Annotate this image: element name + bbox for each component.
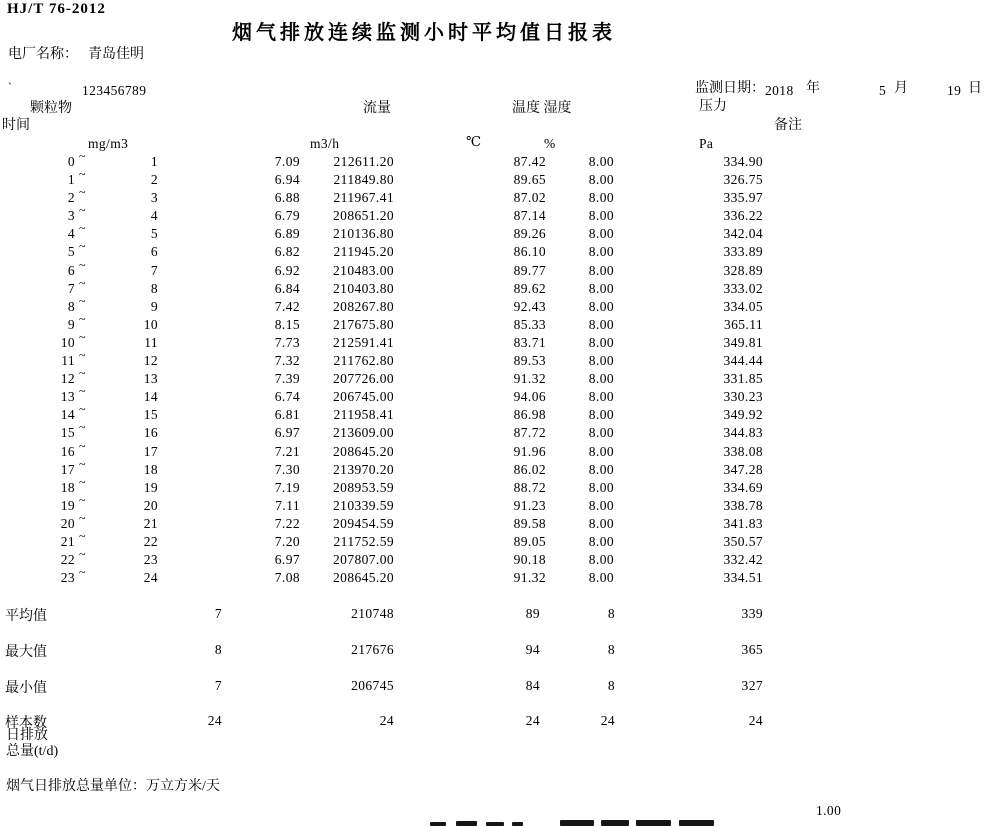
table-row — [0, 311, 985, 333]
unit-flow: m3/h — [310, 136, 340, 151]
pressure-value: 338.08 — [723, 443, 763, 459]
hour-start: 11 — [61, 353, 75, 369]
hour-end: 13 — [143, 371, 158, 387]
table-row — [0, 239, 985, 260]
particulate-value: 6.97 — [274, 425, 300, 441]
column-header-remark: 备注 — [774, 118, 802, 133]
pressure-value: 333.02 — [723, 280, 763, 296]
pressure-value: 342.04 — [723, 226, 763, 242]
temperature-value: 85.33 — [513, 316, 546, 332]
plant-name-value: 青岛佳明 — [88, 47, 144, 62]
summary-humidity-value: 8 — [607, 642, 615, 657]
flow-value: 213970.20 — [333, 461, 394, 477]
hour-start: 12 — [60, 371, 75, 387]
monitor-date-day-unit: 日 — [968, 81, 982, 96]
flow-value: 208645.20 — [333, 443, 394, 459]
tilde-separator: ~ — [79, 348, 86, 363]
hour-end: 15 — [143, 407, 158, 423]
temperature-value: 86.10 — [513, 244, 546, 260]
humidity-value: 8.00 — [588, 515, 614, 531]
pressure-value: 330.23 — [723, 389, 763, 405]
temperature-value: 87.42 — [513, 154, 546, 169]
column-header-flow: 流量 — [363, 101, 391, 116]
flow-value: 211967.41 — [333, 190, 394, 206]
particulate-value: 7.39 — [274, 371, 300, 387]
flow-value: 206745.00 — [333, 389, 394, 405]
hour-end: 18 — [143, 461, 158, 477]
particulate-value: 6.92 — [274, 262, 300, 278]
pressure-value: 332.42 — [723, 552, 763, 568]
pressure-value: 335.97 — [723, 190, 763, 206]
particulate-value: 6.94 — [274, 172, 300, 188]
hour-end: 7 — [150, 262, 158, 278]
hour-start: 5 — [67, 244, 75, 260]
hour-start: 8 — [67, 298, 75, 314]
footer-glyph-fragment — [636, 820, 671, 826]
tilde-separator: ~ — [79, 185, 86, 200]
tilde-separator: ~ — [79, 311, 86, 326]
tilde-separator: ~ — [79, 329, 86, 344]
unit-pressure: Pa — [699, 136, 714, 151]
hour-end: 24 — [143, 570, 158, 586]
hour-start: 2 — [67, 190, 75, 206]
table-row — [0, 293, 985, 315]
tilde-separator: ~ — [79, 275, 86, 290]
hour-end: 8 — [150, 280, 158, 296]
table-row — [0, 402, 985, 423]
summary-flow-value: 210748 — [351, 606, 394, 621]
flow-value: 209454.59 — [333, 515, 394, 531]
humidity-value: 8.00 — [588, 334, 614, 350]
tilde-separator: ~ — [79, 492, 86, 507]
footer-glyph-fragment — [512, 822, 523, 826]
temperature-value: 86.98 — [513, 407, 546, 423]
temperature-value: 89.58 — [513, 515, 546, 531]
pressure-value: 350.57 — [723, 533, 763, 549]
flow-value: 211762.80 — [333, 353, 394, 369]
hour-end: 3 — [150, 190, 158, 206]
temperature-value: 87.72 — [513, 425, 546, 441]
tilde-separator: ~ — [79, 402, 86, 417]
data-rows — [0, 149, 985, 586]
particulate-value: 7.21 — [274, 443, 300, 459]
table-row — [0, 185, 985, 206]
footer-glyph-fragment — [456, 821, 477, 826]
temperature-value: 91.23 — [513, 497, 546, 513]
flow-value: 208953.59 — [333, 479, 394, 495]
temperature-value: 87.02 — [513, 190, 546, 206]
table-row — [0, 492, 985, 514]
summary-temperature-value: 89 — [525, 606, 540, 621]
flow-value: 208267.80 — [333, 298, 394, 314]
pressure-value: 334.69 — [723, 479, 763, 495]
hour-end: 21 — [143, 515, 158, 531]
temperature-value: 92.43 — [513, 298, 546, 314]
particulate-value: 7.73 — [274, 334, 300, 350]
table-row — [0, 366, 985, 387]
humidity-value: 8.00 — [588, 443, 614, 459]
footer-glyph-fragment — [560, 820, 594, 826]
humidity-value: 8.00 — [588, 280, 614, 296]
tilde-separator: ~ — [79, 438, 86, 453]
hour-start: 0 — [67, 154, 75, 169]
flow-value: 213609.00 — [333, 425, 394, 441]
monitor-date-year: 2018 — [765, 83, 794, 98]
summary-humidity-value: 8 — [607, 678, 615, 693]
hour-end: 4 — [150, 208, 158, 224]
flow-value: 210339.59 — [333, 497, 394, 513]
pressure-value: 344.83 — [723, 425, 763, 441]
summary-temperature-value: 24 — [525, 713, 540, 728]
temperature-value: 90.18 — [513, 552, 546, 568]
pressure-value: 328.89 — [723, 262, 763, 278]
humidity-value: 8.00 — [588, 298, 614, 314]
pressure-value: 334.51 — [723, 570, 763, 586]
hour-end: 12 — [143, 353, 158, 369]
footer-glyph-fragment — [601, 820, 629, 826]
tilde-separator: ~ — [79, 510, 86, 525]
particulate-value: 7.11 — [275, 497, 300, 513]
summary-particulate-value: 24 — [207, 713, 222, 728]
column-header-particulate: 颗粒物 — [30, 101, 72, 116]
pressure-value: 344.44 — [723, 353, 763, 369]
temperature-value: 89.53 — [513, 353, 546, 369]
temperature-value: 86.02 — [513, 461, 546, 477]
tilde-separator: ~ — [79, 565, 86, 580]
particulate-value: 6.89 — [274, 226, 300, 242]
hour-end: 10 — [143, 316, 158, 332]
tilde-separator: ~ — [79, 221, 86, 236]
hour-end: 2 — [150, 172, 158, 188]
table-row — [0, 275, 985, 297]
table-row — [0, 420, 985, 441]
monitor-date-month-unit: 月 — [894, 81, 908, 96]
footer-cutoff-text — [428, 817, 720, 826]
tilde-separator: ~ — [79, 384, 86, 399]
humidity-value: 8.00 — [588, 497, 614, 513]
summary-particulate-value: 7 — [214, 678, 222, 693]
particulate-value: 8.15 — [274, 316, 300, 332]
table-row — [0, 438, 985, 460]
temperature-value: 83.71 — [513, 334, 546, 350]
particulate-value: 7.22 — [274, 515, 300, 531]
hour-start: 7 — [67, 280, 75, 296]
pressure-value: 336.22 — [723, 208, 763, 224]
summary-flow-value: 206745 — [351, 678, 394, 693]
unit-temperature: ℃ — [466, 134, 482, 149]
hour-start: 21 — [60, 533, 75, 549]
hour-end: 11 — [144, 334, 158, 350]
summary-row — [0, 677, 985, 696]
temperature-value: 89.26 — [513, 226, 546, 242]
table-row — [0, 221, 985, 242]
tilde-separator: ~ — [79, 203, 86, 218]
hour-start: 22 — [60, 552, 75, 568]
particulate-value: 6.74 — [274, 389, 300, 405]
particulate-value: 7.42 — [274, 298, 300, 314]
particulate-value: 6.97 — [274, 552, 300, 568]
plant-name-label: 电厂名称： — [8, 47, 78, 62]
tick-mark: ` — [8, 80, 12, 94]
hour-start: 3 — [67, 208, 75, 224]
particulate-value: 6.82 — [274, 244, 300, 260]
pressure-value: 349.81 — [723, 334, 763, 350]
humidity-value: 8.00 — [588, 461, 614, 477]
particulate-value: 6.84 — [274, 280, 300, 296]
tilde-separator: ~ — [79, 456, 86, 471]
humidity-value: 8.00 — [588, 533, 614, 549]
hour-end: 9 — [150, 298, 158, 314]
humidity-value: 8.00 — [588, 208, 614, 224]
temperature-value: 89.65 — [513, 172, 546, 188]
tilde-separator: ~ — [79, 474, 86, 489]
column-header-pressure: 压力 — [699, 99, 727, 114]
particulate-value: 7.09 — [274, 154, 300, 169]
flow-value: 208645.20 — [333, 570, 394, 586]
daily-emission-label-line1: 日排放 — [6, 728, 48, 743]
flow-value: 212591.41 — [333, 334, 394, 350]
temperature-value: 91.96 — [513, 443, 546, 459]
flow-value: 210136.80 — [333, 226, 394, 242]
summary-pressure-value: 339 — [741, 606, 763, 621]
pressure-value: 334.90 — [723, 154, 763, 169]
version-number: 1.00 — [816, 803, 842, 818]
particulate-value: 7.32 — [274, 353, 300, 369]
hour-start: 20 — [60, 515, 75, 531]
tilde-separator: ~ — [79, 239, 86, 254]
humidity-value: 8.00 — [588, 172, 614, 188]
tilde-separator: ~ — [79, 547, 86, 562]
flow-value: 210483.00 — [333, 262, 394, 278]
flow-value: 212611.20 — [333, 154, 394, 169]
pressure-value: 333.89 — [723, 244, 763, 260]
hour-end: 19 — [143, 479, 158, 495]
temperature-value: 89.62 — [513, 280, 546, 296]
table-row — [0, 203, 985, 224]
hour-end: 5 — [150, 226, 158, 242]
temperature-value: 87.14 — [513, 208, 546, 224]
pressure-value: 326.75 — [723, 172, 763, 188]
summary-row-label: 平均值 — [5, 609, 47, 624]
hour-end: 23 — [143, 552, 158, 568]
tilde-separator: ~ — [79, 293, 86, 308]
humidity-value: 8.00 — [588, 552, 614, 568]
flow-value: 211945.20 — [333, 244, 394, 260]
tilde-separator: ~ — [79, 366, 86, 381]
flow-value: 208651.20 — [333, 208, 394, 224]
summary-particulate-value: 7 — [214, 606, 222, 621]
pressure-value: 331.85 — [723, 371, 763, 387]
table-row — [0, 510, 985, 532]
particulate-value: 7.08 — [274, 570, 300, 586]
hour-start: 23 — [60, 570, 75, 586]
tilde-separator: ~ — [79, 149, 86, 163]
flow-value: 211849.80 — [333, 172, 394, 188]
standard-number: HJ/T 76-2012 — [7, 1, 106, 17]
tilde-separator: ~ — [79, 420, 86, 435]
table-row — [0, 348, 985, 369]
summary-row — [0, 712, 985, 731]
summary-flow-value: 24 — [379, 713, 394, 728]
table-row — [0, 329, 985, 351]
table-row — [0, 149, 985, 170]
summary-humidity-value: 8 — [607, 606, 615, 621]
device-id: 123456789 — [82, 83, 147, 98]
summary-temperature-value: 94 — [525, 642, 540, 657]
particulate-value: 7.30 — [274, 461, 300, 477]
tilde-separator: ~ — [79, 167, 86, 182]
pressure-value: 347.28 — [723, 461, 763, 477]
humidity-value: 8.00 — [588, 316, 614, 332]
footer-glyph-fragment — [486, 822, 504, 826]
temperature-value: 89.77 — [513, 262, 546, 278]
hour-end: 14 — [143, 389, 158, 405]
pressure-value: 365.11 — [723, 316, 763, 332]
hour-start: 6 — [67, 262, 75, 278]
summary-row — [0, 605, 985, 624]
summary-row-label: 最小值 — [5, 681, 47, 696]
summary-humidity-value: 24 — [600, 713, 615, 728]
hour-start: 1 — [67, 172, 75, 188]
hour-end: 1 — [150, 154, 158, 169]
particulate-value: 7.19 — [274, 479, 300, 495]
particulate-value: 6.79 — [274, 208, 300, 224]
table-row — [0, 384, 985, 405]
humidity-value: 8.00 — [588, 425, 614, 441]
column-header-time: 时间 — [2, 118, 30, 133]
pressure-value: 334.05 — [723, 298, 763, 314]
humidity-value: 8.00 — [588, 479, 614, 495]
hour-end: 16 — [143, 425, 158, 441]
pressure-value: 349.92 — [723, 407, 763, 423]
summary-pressure-value: 365 — [741, 642, 763, 657]
particulate-value: 7.20 — [274, 533, 300, 549]
hour-start: 4 — [67, 226, 75, 242]
humidity-value: 8.00 — [588, 262, 614, 278]
unit-humidity: % — [544, 136, 556, 151]
monitor-date-label: 监测日期： — [695, 81, 765, 96]
pressure-value: 341.83 — [723, 515, 763, 531]
flow-value: 207726.00 — [333, 371, 394, 387]
hour-start: 18 — [60, 479, 75, 495]
table-row — [0, 547, 985, 568]
humidity-value: 8.00 — [588, 244, 614, 260]
table-row — [0, 167, 985, 188]
hour-start: 9 — [67, 316, 75, 332]
hour-end: 20 — [143, 497, 158, 513]
flow-value: 211958.41 — [333, 407, 394, 423]
hour-end: 22 — [143, 533, 158, 549]
particulate-value: 6.81 — [274, 407, 300, 423]
table-row — [0, 528, 985, 550]
hour-start: 17 — [60, 461, 75, 477]
table-row — [0, 257, 985, 279]
hour-end: 17 — [143, 443, 158, 459]
temperature-value: 89.05 — [513, 533, 546, 549]
report-title: 烟气排放连续监测小时平均值日报表 — [232, 22, 616, 44]
column-header-temp-humidity: 温度 湿度 — [512, 101, 572, 116]
footer-glyph-fragment — [430, 822, 446, 826]
flow-value: 207807.00 — [333, 552, 394, 568]
humidity-value: 8.00 — [588, 389, 614, 405]
hour-start: 15 — [60, 425, 75, 441]
temperature-value: 91.32 — [513, 371, 546, 387]
hour-start: 14 — [60, 407, 75, 423]
humidity-value: 8.00 — [588, 154, 614, 169]
flow-value: 211752.59 — [333, 533, 394, 549]
monitor-date-year-unit: 年 — [806, 81, 820, 96]
summary-row — [0, 641, 985, 660]
humidity-value: 8.00 — [588, 407, 614, 423]
humidity-value: 8.00 — [588, 570, 614, 586]
temperature-value: 91.32 — [513, 570, 546, 586]
tilde-separator: ~ — [79, 528, 86, 543]
pressure-value: 338.78 — [723, 497, 763, 513]
tilde-separator: ~ — [79, 257, 86, 272]
temperature-value: 94.06 — [513, 389, 546, 405]
summary-flow-value: 217676 — [351, 642, 394, 657]
humidity-value: 8.00 — [588, 190, 614, 206]
humidity-value: 8.00 — [588, 226, 614, 242]
flow-value: 210403.80 — [333, 280, 394, 296]
unit-particulate: mg/m3 — [88, 136, 129, 151]
table-row — [0, 456, 985, 478]
humidity-value: 8.00 — [588, 371, 614, 387]
particulate-value: 6.88 — [274, 190, 300, 206]
flow-value: 217675.80 — [333, 316, 394, 332]
table-row — [0, 565, 985, 586]
temperature-value: 88.72 — [513, 479, 546, 495]
monitor-date-day: 19 — [947, 83, 962, 98]
emission-unit-note: 烟气日排放总量单位：万立方米/天 — [6, 779, 220, 794]
hour-end: 6 — [150, 244, 158, 260]
monitor-date-month: 5 — [879, 83, 887, 98]
hour-start: 13 — [60, 389, 75, 405]
table-row — [0, 474, 985, 496]
summary-row-label: 样本数 — [5, 716, 47, 731]
hour-start: 10 — [60, 334, 75, 350]
footer-glyph-fragment — [679, 820, 714, 826]
humidity-value: 8.00 — [588, 353, 614, 369]
hour-start: 19 — [60, 497, 75, 513]
summary-particulate-value: 8 — [214, 642, 222, 657]
summary-row-label: 最大值 — [5, 645, 47, 660]
daily-emission-label-line2: 总量(t/d) — [6, 744, 59, 759]
summary-pressure-value: 24 — [748, 713, 763, 728]
summary-pressure-value: 327 — [741, 678, 763, 693]
hour-start: 16 — [60, 443, 75, 459]
summary-temperature-value: 84 — [525, 678, 540, 693]
